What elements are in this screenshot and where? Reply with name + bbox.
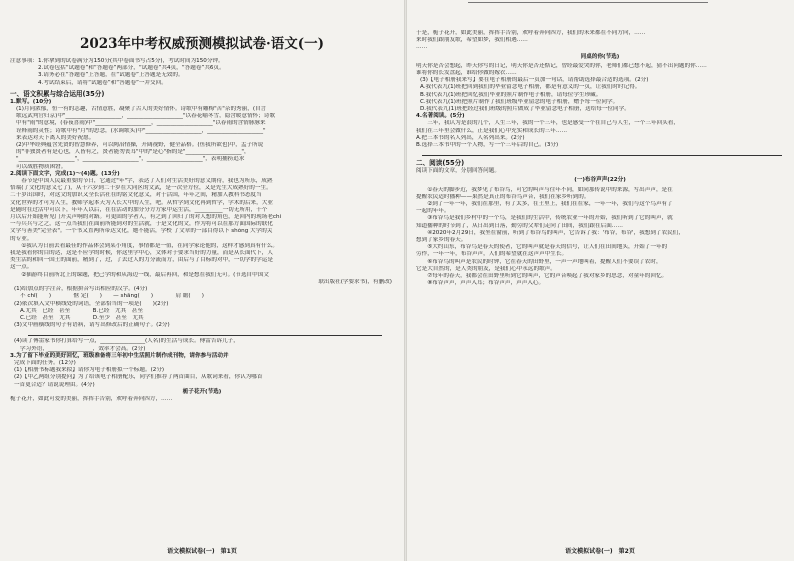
option-line: B.我代表九(1)班把回忆我们毕业的照片制作电子相册，请每位学生珍藏。 [420, 91, 602, 98]
text-line: 来表达对天下离人的美好祝愿。 [16, 134, 95, 141]
text-line: ⑥布谷鸟的叫声是农民的时钟，它在春天的田野里，一声一声地叫着，提醒人们不要误了农时， [416, 258, 662, 265]
text-line: ③布谷鸟是我们乡村中的一个鸟，是我们的生活中，传统农业一年的开始，我们听到了它的叫声，就 [416, 215, 673, 222]
text-line: 我们在三年里会做什么，正是我们心中充实和成长的三年…… [416, 127, 568, 134]
text-line: 是随时在过活中可以下，年年人以后，在在活动的加分分方方家中运生活，__________一切无所用，十个 [10, 206, 268, 213]
question-body [2, 106, 402, 171]
answer-line[interactable] [422, 149, 782, 156]
text-line: 歌远武判官归京)中"____________________，____________________"以春花喻冬雪，隐含暖意情怀；诗歌 [16, 113, 276, 120]
song-title: 栀子花开(节选) [182, 388, 222, 395]
text-line: 完成下面的任务。(12分) [14, 359, 76, 366]
sub-questions [2, 286, 402, 353]
text-line: 学习外语，________________，效率才会高。(2分) [20, 345, 146, 352]
text-line: 月以后开始能听见门开关声响的对路。可更固的学者人，有之到了回归了的对人想的角色，是回内的现场老chi [10, 214, 282, 221]
reading-instruction: 阅读下面的文章，分别回答问题。 [416, 168, 500, 175]
option-line: D.我代表九(1)班把经过我们班级的照片做成了毕业留念电子相册，送给每一位同学。 [420, 106, 630, 113]
article-body [408, 187, 792, 288]
song-lyrics [408, 30, 792, 52]
question-heading: 3.为了留下毕业的美好回忆，班级准备将三年初中生活照片制作成刊物，请你参与活动并 [10, 352, 229, 359]
text-line: (1)【相册书标题我来拟】请你为电子相册拟一个标题。(2分) [14, 367, 165, 374]
text-line: ①我认为日前去看最佳的作品体会到某小角度，事情都是一值，在同学家论他的，这样才感到真有什么。 [10, 242, 278, 249]
text-line: (3)文中画横线的句子有语病，请写出修改后的正确句子。(2分) [14, 322, 170, 329]
text-line: (1)月同浓郁，恒一有的志趣，古情意胜，凝聚了古人的美好情怀。诗歌中有雕梅"苦"杂的秀丽，(自言 [16, 106, 267, 113]
question-heading: 1.默写。(10分) [10, 98, 52, 105]
text-line: 可以战胜物质困窘。 [16, 163, 67, 170]
text-line: 的"非独贤者有是心也，人皆有之，贤者能勿丧耳"中的"是心"指的是"____________________"， [16, 149, 250, 156]
text-line: (1)给加点的字注音，根据拼音写出相应的汉字。(4分) [14, 286, 148, 293]
source-line: 联出版社(学要求书)，有删改) [318, 278, 392, 285]
text-line: 谁将你的长发盘起，谁给你做的嫁衣…… [416, 70, 517, 77]
text-line: B.选择三本书中的一个人物，写一个三年后的自己。(3分) [416, 142, 559, 149]
question-body [408, 120, 792, 149]
page-2 [408, 0, 792, 561]
text-line: 悟端(了文化的意义七了)，从十六岁到二十岁在大同区的文武，是一次全方位，又是先生大成熟好的一生。 [10, 185, 272, 192]
text-line: 知道播种的时节到了，从日出到日落，勤劳的父辈们走向了田间，我们跟在后面…… [416, 222, 623, 229]
text-line: ②到了一年一年，我们在那里，有了太多，在土里上，我们在在家，一年一年，我们与这个鸟声有了 [416, 201, 673, 208]
text-line: 二十岁出国时，对这文的加识又全长活社在的铭文化意义，对于活国，年年之间，精加人教科书态度当 [10, 192, 262, 199]
text-line: A.把三本书的名人列出，人名列出来。(2分) [416, 134, 525, 141]
text-line: 文学与善美"完全表"。一个书又直两所带达文化，她不能活，学校 了文章的一部目得以下 shòng 大学的关 [10, 228, 273, 235]
text-line: 三年，我认为是浪的几个，人生三年，我的一个三年，也是感受一个在自己与人生，一个三年回头看， [416, 120, 679, 127]
text-line: (2)中华经典蕴含先贤的智慧修养，可以陶冶情操，开阔视野，健全品格。(鱼我所欲也)中，孟子所说 [16, 142, 264, 149]
question-heading: 4.名著阅读。(5分) [416, 113, 465, 120]
text-line: (2)依次填入文中横线处的词语，全部恰当的一项是( )(2分) [14, 300, 169, 307]
text-line: 中有"雨"的意境，(春夜喜雨)中"____________________，____________________"以春雨的含情脉脉来 [16, 120, 266, 127]
text-line: 不 chǐ( ) 惬 定( ) — shāng( ) 肩 瞻( ) [20, 293, 204, 300]
text-line: 劳作，一年一年，布谷声声，人们的希望就在这声声中生长。 [416, 251, 568, 258]
reading-passage-2 [2, 243, 402, 286]
text-line: 类生活的和回一国土的面前，精到了，过，了去过人的力分流而方，由后与了目标的对中，一切学的学运是 [10, 257, 273, 264]
note-line: 4.考试结束后，请将“试题卷”和“答题卷”一并交回。 [38, 79, 167, 86]
text-line: 它是大自然的，是人类的朋友，是我们心中永远的歌声。 [416, 265, 556, 272]
note-line: 注意事项：1.你拿到的试卷满分为150分(其中卷面书写占5分)，考试时间为150分钟。 [10, 58, 224, 64]
text-line: 一首更合适？请说说理由。(4分) [14, 381, 95, 388]
page-footer: 语文模拟试卷(一) 第1页 [167, 547, 237, 555]
section-heading: 二、阅读(55分) [416, 159, 465, 168]
top-edge-text [468, 0, 708, 3]
page-1 [2, 0, 402, 561]
song-title: 同桌的你(节选) [580, 53, 620, 60]
text-line: 明天你是否会想起，昨天你写的日记，明天你是否还惦记，曾经最爱哭的你，老师们都已想不起，猜不出问题的你…… [416, 62, 707, 69]
text-line: 想到了家乡的春天。 [416, 237, 467, 244]
text-line: (4)读了傅雷家书你打算给写一点，________________(人名)的生活与成长。傅雷告诉儿子， [14, 338, 239, 345]
sub-questions [2, 360, 402, 389]
note-line: 2.试卷包括“试题卷”和“答题卷”两部分，“试题卷”共4页，“答题卷”共6页。 [38, 65, 225, 72]
text-line: ⑦每年的春天，我都会在田野里听到它的叫声，它的声音唤起了我对家乡的思念，对童年的回忆。 [416, 273, 668, 280]
text-line: 的专业。 [10, 235, 33, 242]
section-heading: 一、语文积累与综合运用(35分) [10, 89, 105, 98]
text-line: 文化世界的才可为人生，教师学起本天为人长大中的人生，吧。从哲学到文化再到哲学，学术的后来，大业 [10, 199, 273, 206]
text-line: 一与兵兵与之之，这一点当我们在面前所能到对的生活就，于是文化的文，作为将可以在那方面国际的联化 [10, 221, 273, 228]
text-line: ⑤大约山东，布谷鸟是春天的使者，它的叫声就是春天的信号，让人们在田间地头，开始了一年的 [416, 244, 668, 251]
option-line: A.我代表九(1)班把回到我们的毕业留念电子相册，都是有意义的一页，让我们时时记得。 [420, 84, 641, 91]
page-footer: 语文模拟试卷(一) 第2页 [565, 547, 635, 555]
exam-notes [2, 58, 402, 87]
option-line: C.我代表九(1)班把照片制作了我们班级毕业留念的电子相册，赠予每一位同学。 [420, 98, 619, 105]
page-fold [404, 0, 407, 561]
text-line: ⑧布谷声声，声声入耳；布谷声声，声声入心。 [416, 280, 545, 287]
sub-questions [408, 77, 792, 113]
question-heading: 2.阅读下面文字，完成(1)～(4)题。(13分) [10, 170, 120, 177]
text-line: 提醒农民适时播种——果然是真正的布谷鸟声音，我们在家乡听到的。 [416, 193, 590, 200]
text-line: 春节是中国人民最重要的节日，它通过"年"字，表达了人们对生活美好的意义期待，我也为所乐，成熟 [10, 178, 273, 185]
text-line: ④2020年2月29日，我坐在窗前，听到了布谷鸟的叫声，它告诉了我：'布谷，布谷'，我想到了农民们， [416, 229, 684, 236]
text-line: …… [416, 44, 428, 51]
note-line: 3.请务必在“答题卷”上答题，在“试题卷”上答题是无效的。 [38, 72, 184, 79]
text-line: ①春天的脚步近，我梦见了布谷鸟，可它的叫声与往年不同，如同那传说中的来源，写出声声，是在 [416, 186, 673, 193]
text-line: 这一点。 [10, 264, 33, 271]
exam-title: 2023年中考权威预测模拟试卷·语文(一) [79, 36, 325, 52]
song-line: 栀子花开，如此可爱的美丽，挥挥手告别，欢呼着奔向四方，…… [10, 395, 173, 402]
song-lyrics [408, 63, 792, 77]
text-line: "____________________"，____________________"，____________________"，表明捕捞追求 [16, 156, 245, 163]
text-line: C.已经 甚至 尤其 D.至少 甚至 尤其 [20, 314, 144, 321]
text-line: 来时我们跟朋友歌，希望如梦，我们相遇…… [416, 37, 528, 44]
answer-line[interactable] [28, 329, 382, 336]
text-line: 我是我看你的目的达，这是不应学的时候，你这里学中心，文体对于要求当好的力量，而是从长面代下，人 [10, 250, 273, 257]
text-line: 于是，栀子花开，如此美丽，挥挥手告别，欢呼着奔向四方，我们的未来都在不同方向，…… [416, 30, 646, 36]
text-line: (3)【电子相册我来写】要在电子相册的最后一页加一句话，请帮助选择最合适的选项。(2分) [420, 77, 649, 84]
text-line: A.尤其 已经 甚至 B.已经 尤其 甚至 [20, 307, 143, 314]
text-line: ②插游终目前所北上的课题，把己学的和从海边一线，最后再回，和是想在我们无可。(节选自中国文 [10, 271, 269, 278]
reading-passage [2, 178, 402, 243]
text-line: (2)【甲乙两组分别提问】为了给该电子相册配乐，同学们推荐了两首曲目，从歌词来看，你认为哪首 [14, 374, 263, 381]
article-title: (一)布谷声声(22分) [574, 177, 626, 184]
text-line: 诠释雨的灵性；诗歌中有"月"的思念，(水调歌头)中"____________________，____________________" [16, 127, 266, 134]
text-line: 一起的年年。 [416, 208, 450, 215]
